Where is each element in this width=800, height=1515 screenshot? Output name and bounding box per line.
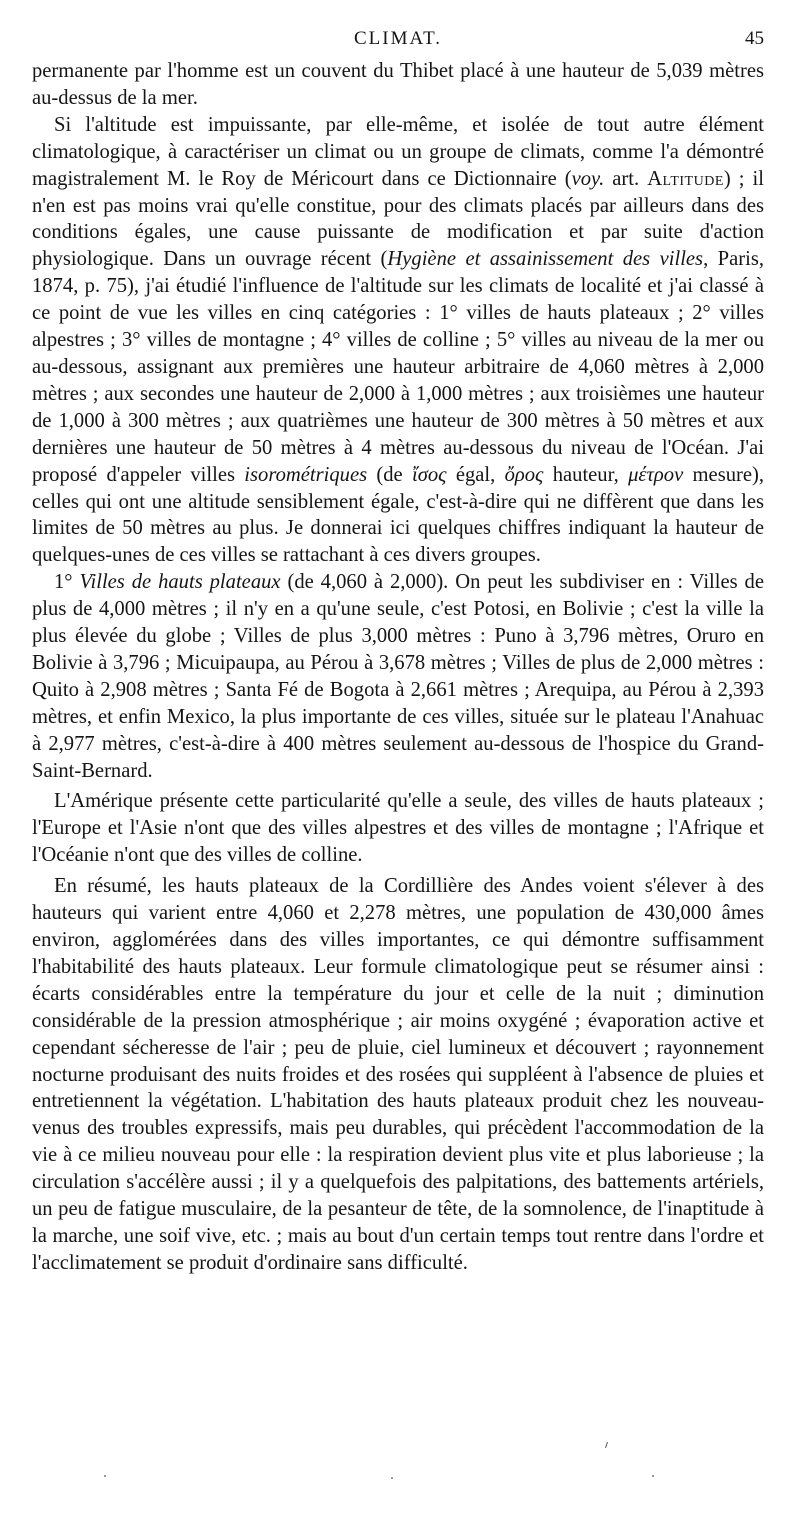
ink-speck: [652, 1475, 654, 1477]
section-heading-villes-hauts-plateaux: Villes de hauts plateaux: [79, 571, 281, 594]
text-run: art.: [604, 167, 648, 190]
text-run: , Paris, 1874, p. 75), j'ai étudié l'influence de l'altitude sur les climats de localité et j'ai classé à ce point de vue les villes en cinq catégories : 1° villes de hauts plateaux ; 2° villes alpestres ; 3° villes de montagne ; 4° villes de colline ; 5° villes au niveau de la mer ou au-dessous, assignant aux premières une hauteur arbitraire de 4,060 mètres à 2,000 mètres ; aux secondes une hauteur de 2,000 à 1,000 mètres ; aux troisièmes une hauteur de 1,000 à 300 mètres ; aux quatrièmes une hauteur de 300 mètres à 50 mètres et aux dernières une hauteur de 50 mètres à 4 mètres au-dessous du niveau de l'Océan. J'ai proposé d'appeler villes: [32, 248, 764, 486]
greek-isos: ἴσος: [412, 463, 447, 486]
text-run: L'Amérique présente cette particularité qu'elle a seule, des villes de hauts plateaux ; l'Europe et l'Asie n'ont que des villes alpestres et des villes de montagne ; l'Afrique et l'Océanie n'ont que des villes de colline.: [32, 790, 764, 867]
text-run: égal,: [446, 463, 505, 486]
paragraph-continuation: [32, 58, 764, 112]
page-number: 45: [745, 28, 764, 49]
greek-oros: ὄρος: [504, 463, 544, 486]
text-run: Si l'altitude est impuissante, par elle-même, et isolée de tout autre élément climatologique, à caractériser un climat ou un groupe de climats, comme l'a démontré magistralement M. le Roy de Méricourt dans ce Dictionnaire (: [32, 113, 764, 190]
paragraph-hauts-plateaux: [32, 569, 764, 784]
body-text: [32, 58, 764, 1277]
page-header: [32, 28, 764, 58]
ink-speck: [391, 1477, 393, 1479]
text-run: mesure), celles qui ont une altitude sensiblement égale, c'est-à-dire qui ne diffèrent que dans les limites de 50 mètres au plus. Je donnerai ici quelques chiffres indiquant la hauteur de quelques-unes de ces villes se rattachant à ces divers groupes.: [32, 463, 765, 567]
term-isorometriques: isorométriques: [244, 463, 368, 486]
running-title: CLIMAT.: [353, 28, 443, 49]
text-run: (de: [367, 463, 412, 486]
paragraph-amerique: [32, 788, 764, 869]
text-run: ) ; il n'en est pas moins vrai qu'elle constitue, pour des climats placés par ailleurs dans des conditions égales, une cause puissante de modification et par suite d'action physiologique. Dans un ouvrage récent (: [32, 167, 764, 271]
abbreviation-voy: voy.: [571, 167, 605, 190]
text-run: hauteur,: [543, 463, 629, 486]
text-run: permanente par l'homme est un couvent du Thibet placé à une hauteur de 5,039 mètres au-dessus de la mer.: [32, 60, 764, 109]
page: [32, 28, 764, 1277]
book-title: Hygiène et assainissement des villes: [387, 248, 704, 271]
ink-mark: [605, 1442, 608, 1448]
ink-speck: [104, 1475, 106, 1477]
paragraph-altitude: [32, 112, 764, 569]
greek-metron: μέτρον: [628, 463, 684, 486]
text-run: En résumé, les hauts plateaux de la Cordillière des Andes voient s'élever à des hauteurs qui varient entre 4,060 et 2,278 mètres, une population de 430,000 âmes environ, agglomérées dans des villes importantes, ce qui démontre suffisamment l'habitabilité des hauts plateaux. Leur formule climatologique peut se résumer ainsi : écarts considérables entre la température du jour et celle de la nuit ; diminution considérable de la pression atmosphérique ; air moins oxygéné ; évaporation active et cependant sécheresse de l'air ; peu de pluie, ciel lumineux et découvert ; rayonnement nocturne produisant des nuits froides et des rosées qui suppléent à l'absence de pluies et entretiennent la végétation. L'habitation des hauts plateaux produit chez les nouveau-venus des troubles expressifs, mais peu durables, qui précèdent l'accommodation de la vie à ce milieu nouveau pour elle : la respiration devient plus vite et plus laborieuse ; la circulation s'accélère aussi ; il y a quelquefois des palpitations, des battements artériels, un peu de fatigue musculaire, de la pesanteur de tête, de la somnolence, de l'inaptitude à la marche, une soif vive, etc. ; mais au bout d'un certain temps tout rentre dans l'ordre et l'acclimatement se produit d'ordinaire sans difficulté.: [32, 875, 764, 1274]
cross-reference-altitude: Altitude: [647, 167, 724, 190]
text-run: 1°: [54, 571, 80, 594]
text-run: (de 4,060 à 2,000). On peut les subdiviser en : Villes de plus de 4,000 mètres ; il n'y en a qu'une seule, c'est Potosi, en Bolivie ; c'est la ville la plus élevée du globe ; Villes de plus 3,000 mètres : Puno à 3,796 mètres, Oruro en Bolivie à 3,796 ; Micuipaupa, au Pérou à 3,678 mètres ; Villes de plus de 2,000 mètres : Quito à 2,908 mètres ; Santa Fé de Bogota à 2,661 mètres ; Arequipa, au Pérou à 2,393 mètres, et enfin Mexico, la plus importante de ces villes, située sur le plateau l'Anahuac à 2,977 mètres, c'est-à-dire à 400 mètres seulement au-dessous de l'hospice du Grand-Saint-Bernard.: [32, 571, 764, 782]
paragraph-resume: [32, 873, 764, 1277]
